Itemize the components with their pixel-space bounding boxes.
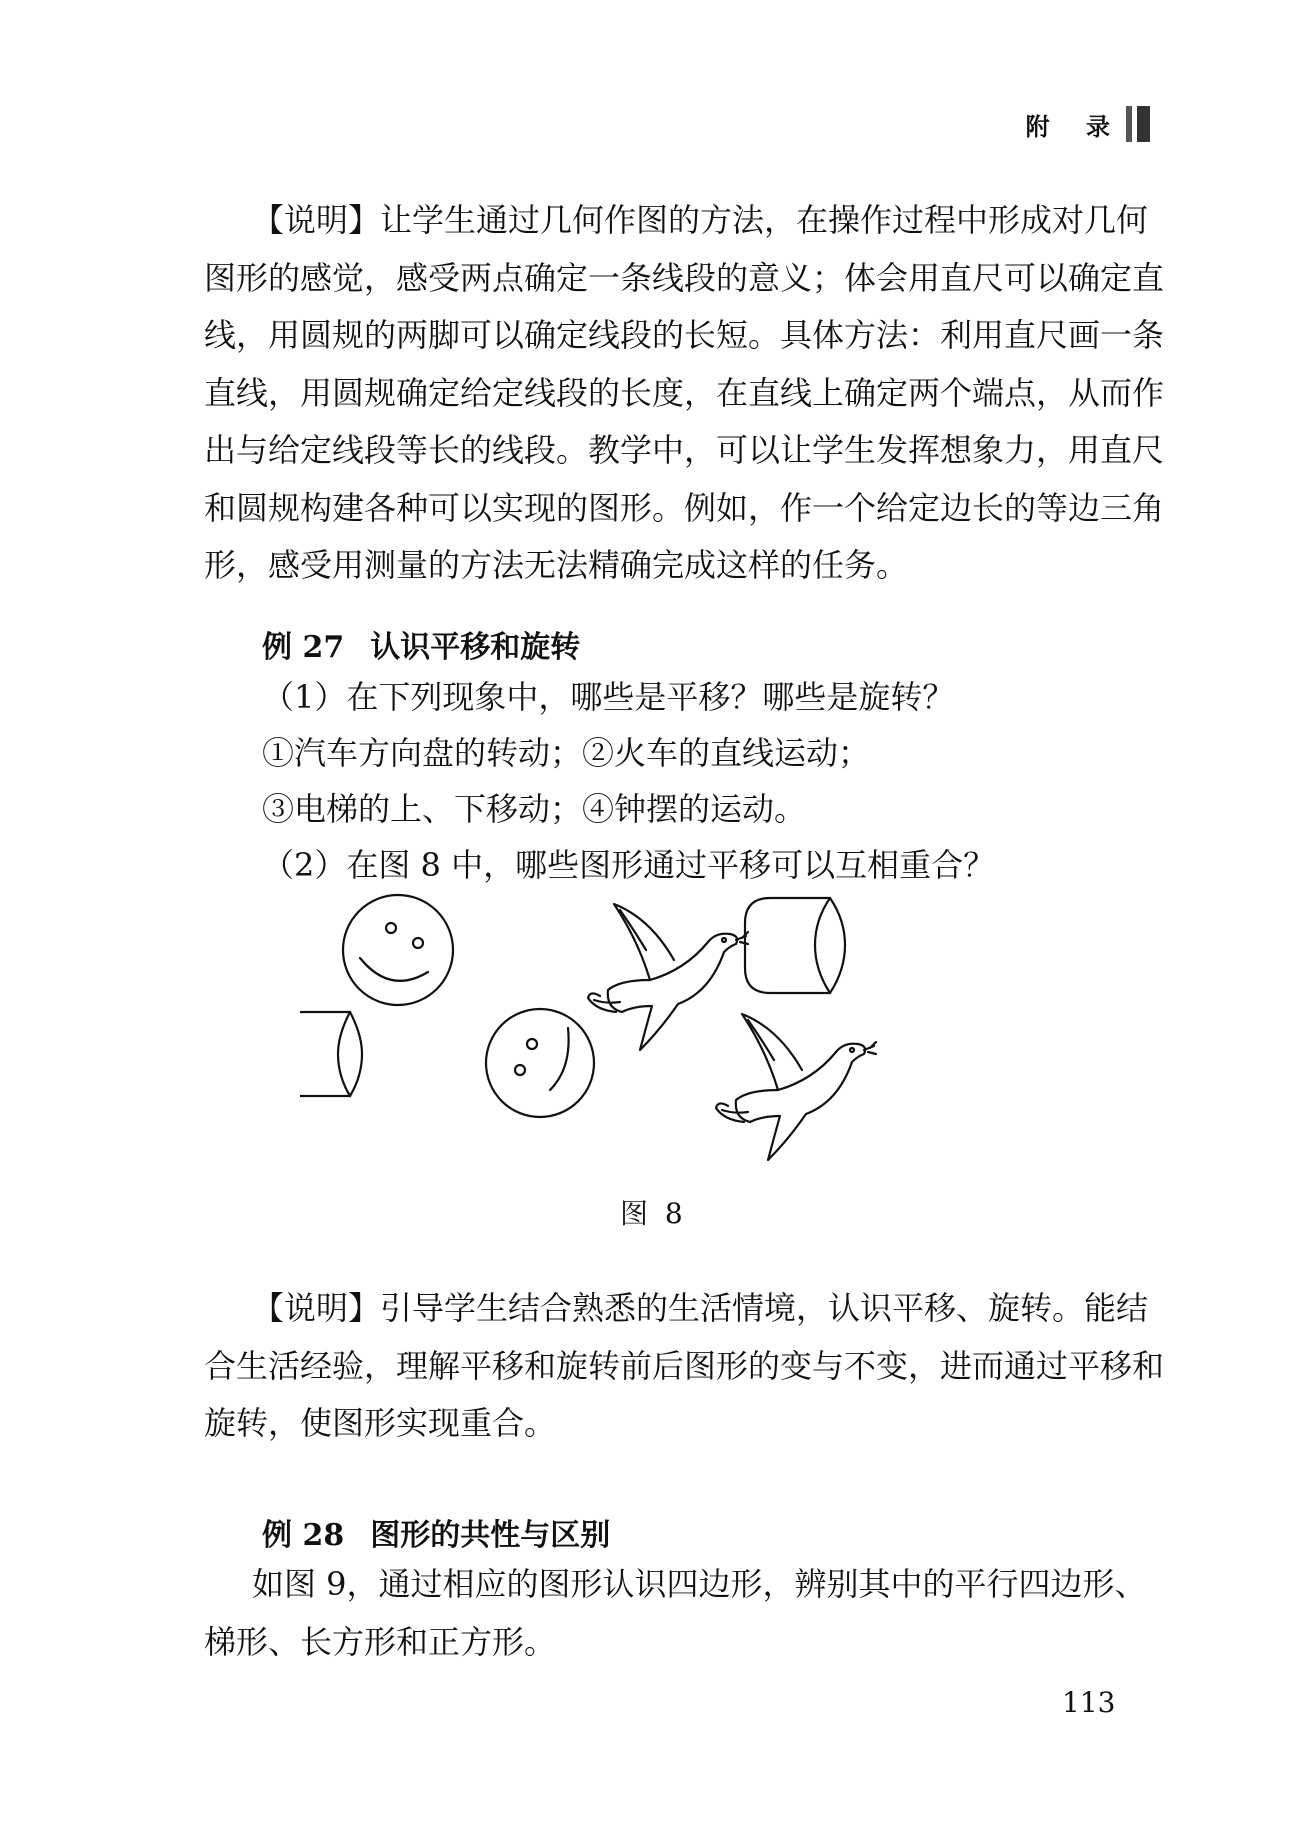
header-bars-decoration: [1126, 106, 1150, 142]
text-line: 【说明】引导学生结合熟悉的生活情境，认识平移、旋转。能结: [252, 1289, 1149, 1327]
note-paragraph-2: [204, 1280, 1165, 1453]
figure-caption: 图 8: [620, 1197, 687, 1230]
page-header: [1026, 106, 1150, 142]
question-1-items-a: ①汽车方向盘的转动；②火车的直线运动；: [262, 734, 871, 772]
smiley-face-upright: [343, 895, 453, 1005]
text-line: 和圆规构建各种可以实现的图形。例如，作一个给定边长的等边三角: [204, 488, 1165, 527]
example-28-heading: [262, 1510, 610, 1554]
dove-upper: [588, 904, 748, 1050]
text-line: 线，用圆规的两脚可以确定线段的长短。具体方法：利用直尺画一条: [204, 316, 1165, 354]
header-bar-thin: [1126, 106, 1132, 142]
figure-8: [300, 890, 1020, 1180]
example-title: 图形的共性与区别: [370, 1518, 611, 1553]
page-number: 113: [1062, 1686, 1116, 1719]
text-line: 出与给定线段等长的线段。教学中，可以让学生发挥想象力，用直尺: [204, 431, 1165, 469]
dove-lower: [716, 1014, 876, 1160]
example-28-body: [204, 1556, 1147, 1671]
question-1: （1）在下列现象中，哪些是平移？哪些是旋转？: [262, 678, 955, 716]
smiley-face-rotated: [486, 1009, 594, 1117]
text-line: 形，感受用测量的方法无法精确完成这样的任务。: [204, 546, 909, 584]
text-line: 旋转，使图形实现重合。: [204, 1404, 557, 1442]
text-line: 直线，用圆规确定给定线段的长度，在直线上确定两个端点，从而作: [204, 373, 1165, 412]
text-line: 图形的感觉，感受两点确定一条线段的意义；体会用直尺可以确定直: [204, 258, 1165, 297]
example-number: 例 28: [262, 1518, 345, 1553]
example-title: 认识平移和旋转: [370, 630, 581, 665]
header-bar-thick: [1137, 106, 1150, 142]
half-cylinder-lower: [300, 1012, 362, 1096]
text-line: 如图 9，通过相应的图形认识四边形，辨别其中的平行四边形、: [252, 1565, 1147, 1603]
example-number: 例 27: [262, 630, 345, 665]
text-line: 梯形、长方形和正方形。: [204, 1622, 557, 1661]
note-paragraph-1: [204, 192, 1165, 595]
example-27-heading: [262, 622, 580, 666]
text-line: 合生活经验，理解平移和旋转前后图形的变与不变，进而通过平移和: [204, 1346, 1165, 1385]
question-2: （2）在图 8 中，哪些图形通过平移可以互相重合？: [262, 846, 996, 884]
question-1-items-b: ③电梯的上、下移动；④钟摆的运动。: [262, 790, 807, 828]
half-cylinder-upper: [745, 898, 845, 993]
section-label: 附 录: [1025, 112, 1124, 141]
text-line: 【说明】让学生通过几何作图的方法，在操作过程中形成对几何: [252, 201, 1149, 239]
